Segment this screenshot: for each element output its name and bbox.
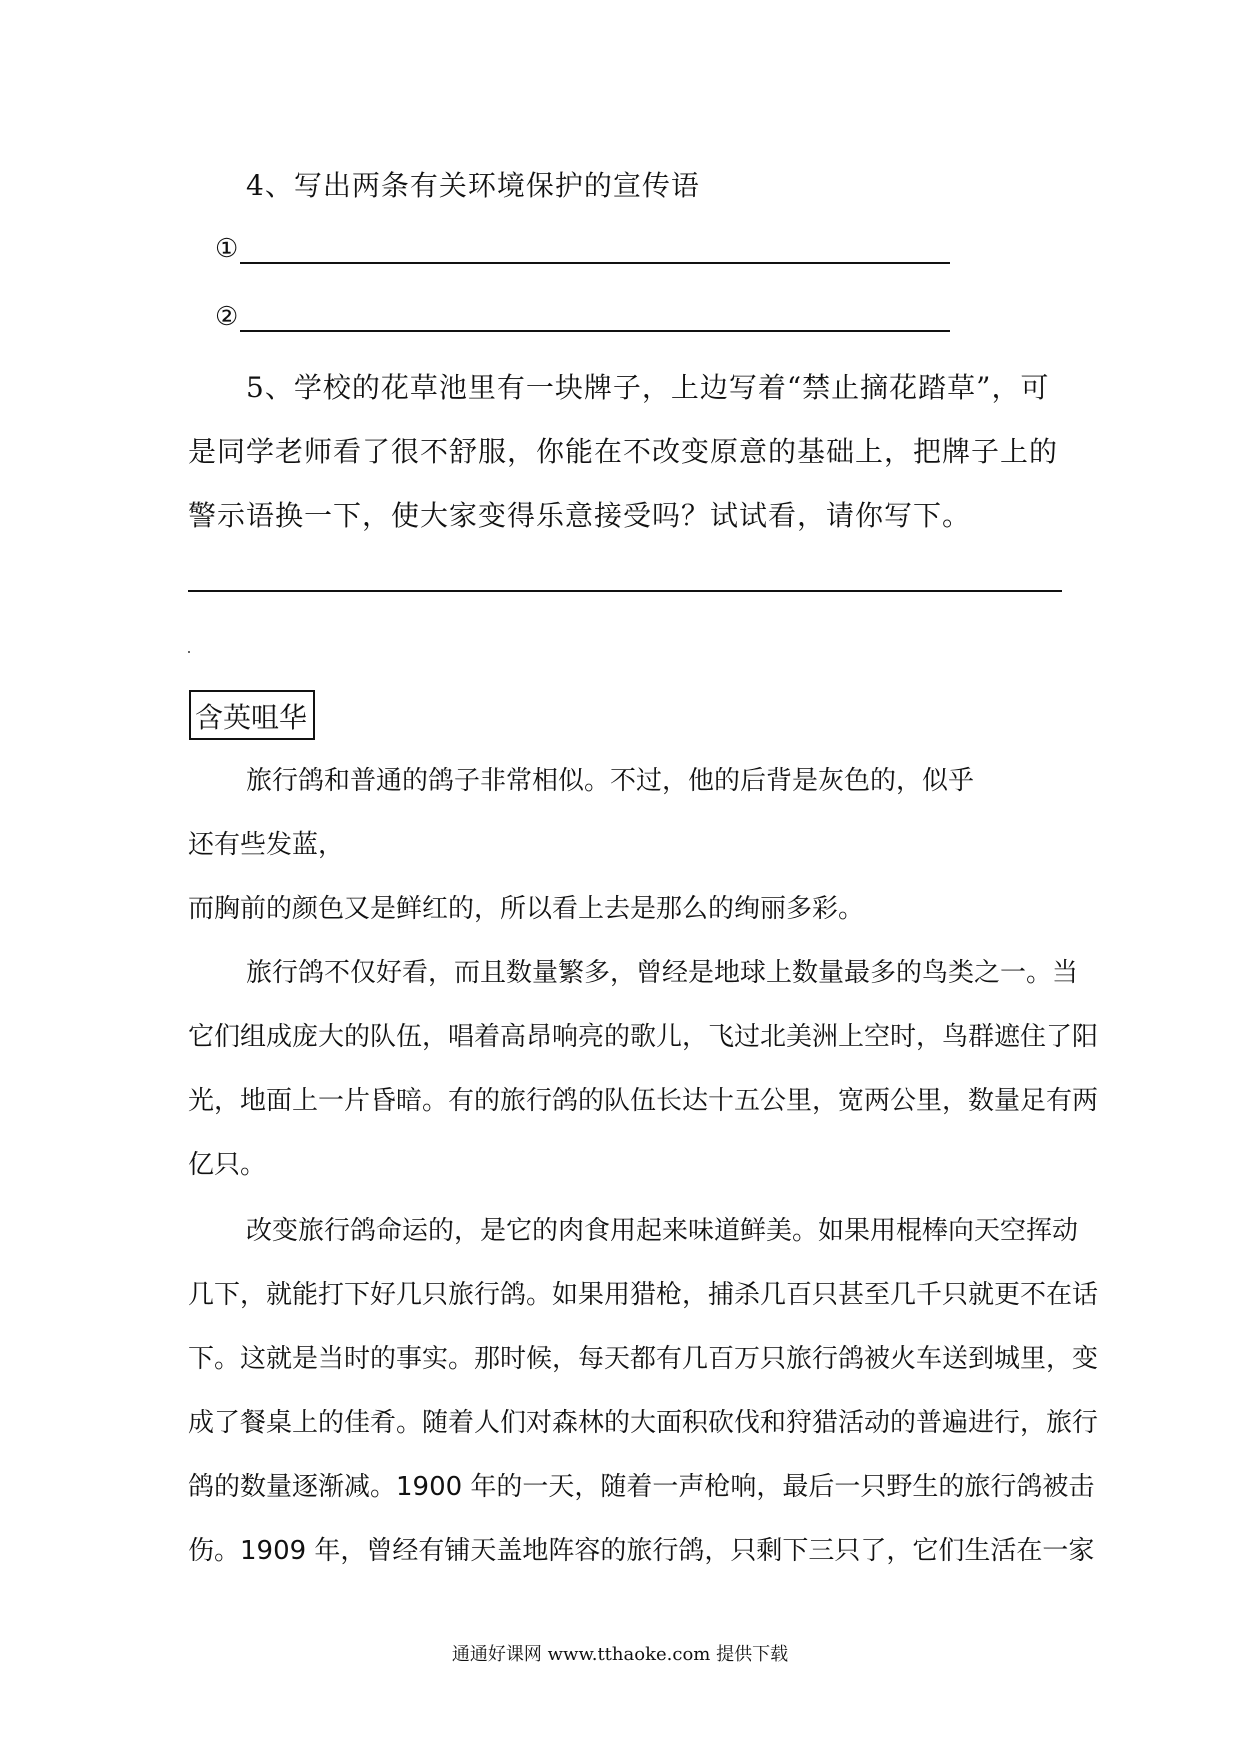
- answer-blank-1[interactable]: [215, 234, 950, 264]
- passage-line-6: 光，地面上一片昏暗。有的旅行鸽的队伍长达十五公里，宽两公里，数量足有两: [188, 1086, 1099, 1116]
- section-title: 含英咀华: [189, 690, 315, 740]
- blank-number-2: ②: [215, 302, 239, 332]
- question-5-line-3: 警示语换一下，使大家变得乐意接受吗？试试看，请你写下。: [188, 499, 972, 532]
- passage-line-2: 还有些发蓝，: [188, 830, 345, 860]
- passage-line-3: 而胸前的颜色又是鲜红的，所以看上去是那么的绚丽多彩。: [188, 894, 865, 924]
- answer-line-1: [240, 234, 950, 264]
- passage-line-12: 鸽的数量逐渐减。1900 年的一天，随着一声枪响，最后一只野生的旅行鸽被击: [188, 1472, 1095, 1502]
- answer-line-question-5[interactable]: [188, 590, 1062, 592]
- answer-line-2: [240, 302, 950, 332]
- passage-line-11: 成了餐桌上的佳肴。随着人们对森林的大面积砍伐和狩猎活动的普遍进行，旅行: [188, 1408, 1099, 1438]
- passage-line-1: 旅行鸽和普通的鸽子非常相似。不过，他的后背是灰色的，似乎: [246, 766, 975, 796]
- blank-number-1: ①: [215, 234, 239, 264]
- question-4-prompt: 4、写出两条有关环境保护的宣传语: [246, 169, 700, 202]
- passage-line-10: 下。这就是当时的事实。那时候，每天都有几百万只旅行鸽被火车送到城里，变: [188, 1344, 1099, 1374]
- question-5-line-1: 5、学校的花草池里有一块牌子，上边写着“禁止摘花踏草”，可: [246, 371, 1050, 404]
- passage-line-4: 旅行鸽不仅好看，而且数量繁多，曾经是地球上数量最多的鸟类之一。当: [246, 958, 1079, 988]
- answer-blank-2[interactable]: [215, 302, 950, 332]
- question-5-line-2: 是同学老师看了很不舒服，你能在不改变原意的基础上，把牌子上的: [188, 435, 1059, 468]
- footer-credit: 通通好课网 www.tthaoke.com 提供下载: [451, 1644, 789, 1665]
- passage-line-7: 亿只。: [188, 1150, 267, 1180]
- passage-line-13: 伤。1909 年，曾经有铺天盖地阵容的旅行鸽，只剩下三只了，它们生活在一家: [188, 1536, 1095, 1566]
- scan-dot: [188, 651, 190, 653]
- passage-line-8: 改变旅行鸽命运的，是它的肉食用起来味道鲜美。如果用棍棒向天空挥动: [246, 1216, 1079, 1246]
- passage-line-9: 几下，就能打下好几只旅行鸽。如果用猎枪，捕杀几百只甚至几千只就更不在话: [188, 1280, 1099, 1310]
- passage-line-5: 它们组成庞大的队伍，唱着高昂响亮的歌儿，飞过北美洲上空时，鸟群遮住了阳: [188, 1022, 1099, 1052]
